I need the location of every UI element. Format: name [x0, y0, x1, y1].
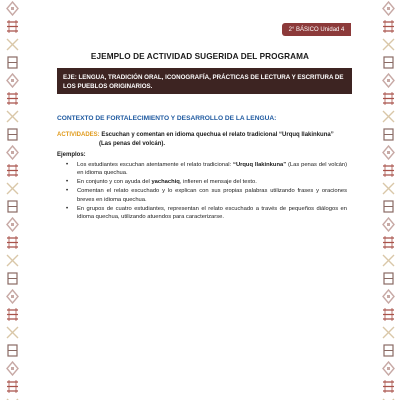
border-motif-icon	[382, 126, 395, 143]
border-motif-icon	[6, 36, 19, 53]
border-motif-icon	[6, 342, 19, 359]
border-motif-icon	[6, 324, 19, 341]
border-motif-icon	[382, 270, 395, 287]
page-title: EJEMPLO DE ACTIVIDAD SUGERIDA DEL PROGRAMA	[90, 52, 310, 61]
activity-subtext: (Las penas del volcán).	[99, 141, 166, 147]
border-motif-icon	[6, 0, 19, 17]
border-motif-icon	[382, 216, 395, 233]
border-motif-icon	[6, 90, 19, 107]
border-motif-icon	[382, 198, 395, 215]
bullet-icon: •	[66, 205, 69, 212]
border-motif-icon	[382, 180, 395, 197]
border-motif-icon	[6, 270, 19, 287]
border-motif-icon	[382, 90, 395, 107]
border-motif-icon	[6, 18, 19, 35]
activity-text: Escuchan y comentan en idioma quechua el relato tradicional “Urquq llakinkuna”	[99, 132, 334, 138]
border-motif-icon	[382, 0, 395, 17]
border-motif-icon	[6, 144, 19, 161]
axis-banner: EJE: LENGUA, TRADICIÓN ORAL, ICONOGRAFÍA, PRÁCTICAS DE LECTURA Y ESCRITURA DE LOS PUEBLOS ORIGINARIOS.	[57, 68, 352, 94]
example-bold-text: “Urquq llakinkuna”	[233, 162, 287, 168]
examples-list	[57, 161, 347, 222]
example-text-tail: (Las penas del volcán) en idioma quechua.	[77, 162, 348, 177]
border-motif-icon	[6, 306, 19, 323]
activity-label: ACTIVIDADES:	[57, 132, 100, 138]
border-motif-icon	[6, 216, 19, 233]
border-motif-icon	[6, 252, 19, 269]
bullet-icon: •	[66, 179, 69, 186]
border-motif-icon	[6, 396, 19, 400]
border-motif-icon	[6, 72, 19, 89]
border-motif-icon	[382, 288, 395, 305]
border-motif-icon	[382, 378, 395, 395]
list-item	[57, 161, 347, 178]
border-motif-icon	[382, 252, 395, 269]
unit-tab: 2° BÁSICO Unidad 4	[282, 23, 351, 36]
border-motif-icon	[382, 324, 395, 341]
border-motif-icon	[6, 288, 19, 305]
border-motif-icon	[6, 378, 19, 395]
bullet-icon: •	[66, 162, 69, 168]
border-motif-icon	[382, 18, 395, 35]
border-motif-icon	[6, 108, 19, 125]
border-motif-icon	[382, 342, 395, 359]
border-motif-icon	[6, 198, 19, 215]
border-motif-icon	[382, 108, 395, 125]
border-motif-icon	[382, 360, 395, 377]
example-text: En grupos de cuatro estudiantes, representan el relato escuchado a través de pequeños diálogos en idioma quechua, utilizando atuendos para caracterizarse.	[77, 205, 347, 220]
border-motif-icon	[6, 234, 19, 251]
border-motif-icon	[382, 396, 395, 400]
list-item	[57, 205, 347, 222]
activity-description	[57, 131, 357, 149]
example-text-tail: , infieren el mensaje del texto.	[179, 179, 257, 186]
bullet-icon: •	[66, 188, 69, 195]
list-item	[57, 187, 347, 204]
example-text: Comentan el relato escuchado y lo explican con sus propias palabras utilizando frases y oraciones breves en idioma quechua.	[77, 188, 347, 203]
example-text: Los estudiantes escuchan atentamente el relato tradicional:	[77, 162, 234, 168]
examples-label: Ejemplos:	[57, 152, 86, 158]
list-item	[57, 178, 347, 186]
example-bold-text: yachachiq	[151, 179, 180, 186]
border-motif-icon	[382, 72, 395, 89]
border-motif-icon	[382, 306, 395, 323]
border-motif-icon	[382, 234, 395, 251]
border-motif-icon	[6, 180, 19, 197]
border-motif-icon	[382, 144, 395, 161]
example-text: En conjunto y con ayuda del	[77, 179, 152, 186]
border-motif-icon	[6, 126, 19, 143]
border-motif-icon	[6, 162, 19, 179]
border-motif-icon	[6, 360, 19, 377]
context-heading: CONTEXTO DE FORTALECIMIENTO Y DESARROLLO DE LA LENGUA:	[57, 115, 277, 122]
border-motif-icon	[382, 36, 395, 53]
border-motif-icon	[382, 162, 395, 179]
